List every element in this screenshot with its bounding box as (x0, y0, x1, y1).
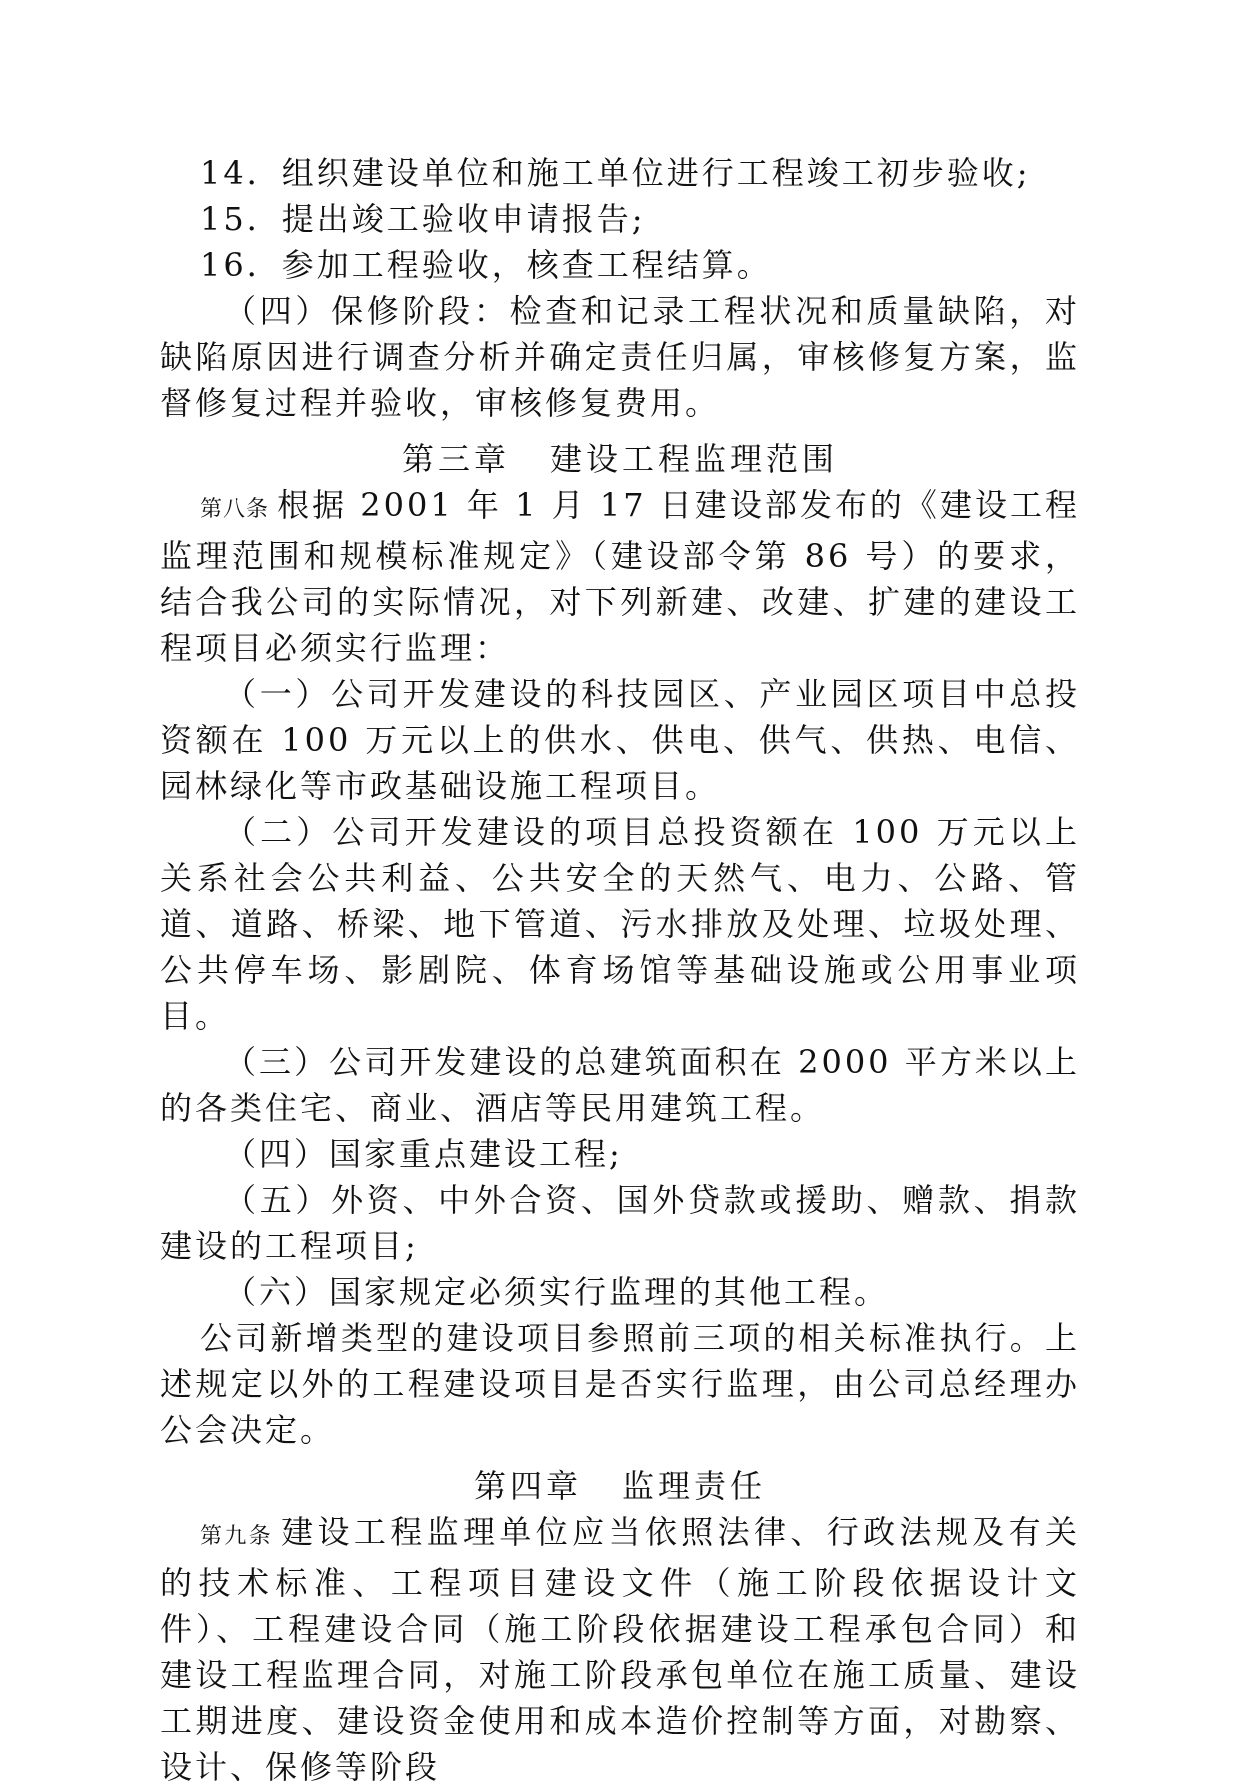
article-paragraph (160, 1509, 1080, 1790)
clause-item: （一）公司开发建设的科技园区、产业园区项目中总投资额在 100 万元以上的供水、供电、供气、供热、电信、园林绿化等市政基础设施工程项目。 (160, 675, 1080, 805)
article-label: 第八条 (200, 497, 270, 522)
chapter-title: 建设工程监理范围 (550, 440, 839, 478)
chapter-heading (160, 1463, 1080, 1509)
article-paragraph (160, 482, 1080, 671)
maintenance-clause: （四）保修阶段：检查和记录工程状况和质量缺陷，对缺陷原因进行调查分析并确定责任归属，审核修复方案，监督修复过程并验收，审核修复费用。 (160, 292, 1080, 422)
closing-paragraph: 公司新增类型的建设项目参照前三项的相关标准执行。上述规定以外的工程建设项目是否实行监理，由公司总经理办公会决定。 (160, 1319, 1080, 1449)
chapter-title: 监理责任 (622, 1467, 767, 1505)
article-text: 根据 2001 年 1 月 17 日建设部发布的《建设工程监理范围和规模标准规定》（建设部令第 86 号）的要求，结合我公司的实际情况，对下列新建、改建、扩建的建设工程项目必须实行监理： (160, 486, 1080, 667)
spacer (160, 1453, 1080, 1463)
chapter-heading (160, 436, 1080, 482)
article-text: 建设工程监理单位应当依照法律、行政法规及有关的技术标准、工程项目建设文件（施工阶段依据设计文件）、工程建设合同（施工阶段依据建设工程承包合同）和建设工程监理合同，对施工阶段承包单位在施工质量、建设工期进度、建设资金使用和成本造价控制等方面，对勘察、设计、保修等阶段 (160, 1513, 1080, 1786)
list-item: 16．参加工程验收，核查工程结算。 (200, 246, 772, 284)
document-page (160, 150, 1080, 1790)
list-item: 14．组织建设单位和施工单位进行工程竣工初步验收; (200, 154, 1031, 192)
article-label: 第九条 (200, 1524, 274, 1549)
clause-item: （三）公司开发建设的总建筑面积在 2000 平方米以上的各类住宅、商业、酒店等民用建筑工程。 (160, 1043, 1080, 1127)
list-item: 15．提出竣工验收申请报告; (200, 200, 646, 238)
clause-item: （四）国家重点建设工程; (224, 1135, 623, 1173)
clause-item: （五）外资、中外合资、国外贷款或援助、赠款、捐款建设的工程项目; (160, 1181, 1080, 1265)
chapter-number: 第三章 (401, 440, 510, 478)
clause-item: （六）国家规定必须实行监理的其他工程。 (224, 1273, 890, 1311)
chapter-number: 第四章 (473, 1467, 582, 1505)
spacer (160, 426, 1080, 436)
clause-item: （二）公司开发建设的项目总投资额在 100 万元以上关系社会公共利益、公共安全的天然气、电力、公路、管道、道路、桥梁、地下管道、污水排放及处理、垃圾处理、公共停车场、影剧院、体育场馆等基础设施或公用事业项目。 (160, 813, 1080, 1035)
